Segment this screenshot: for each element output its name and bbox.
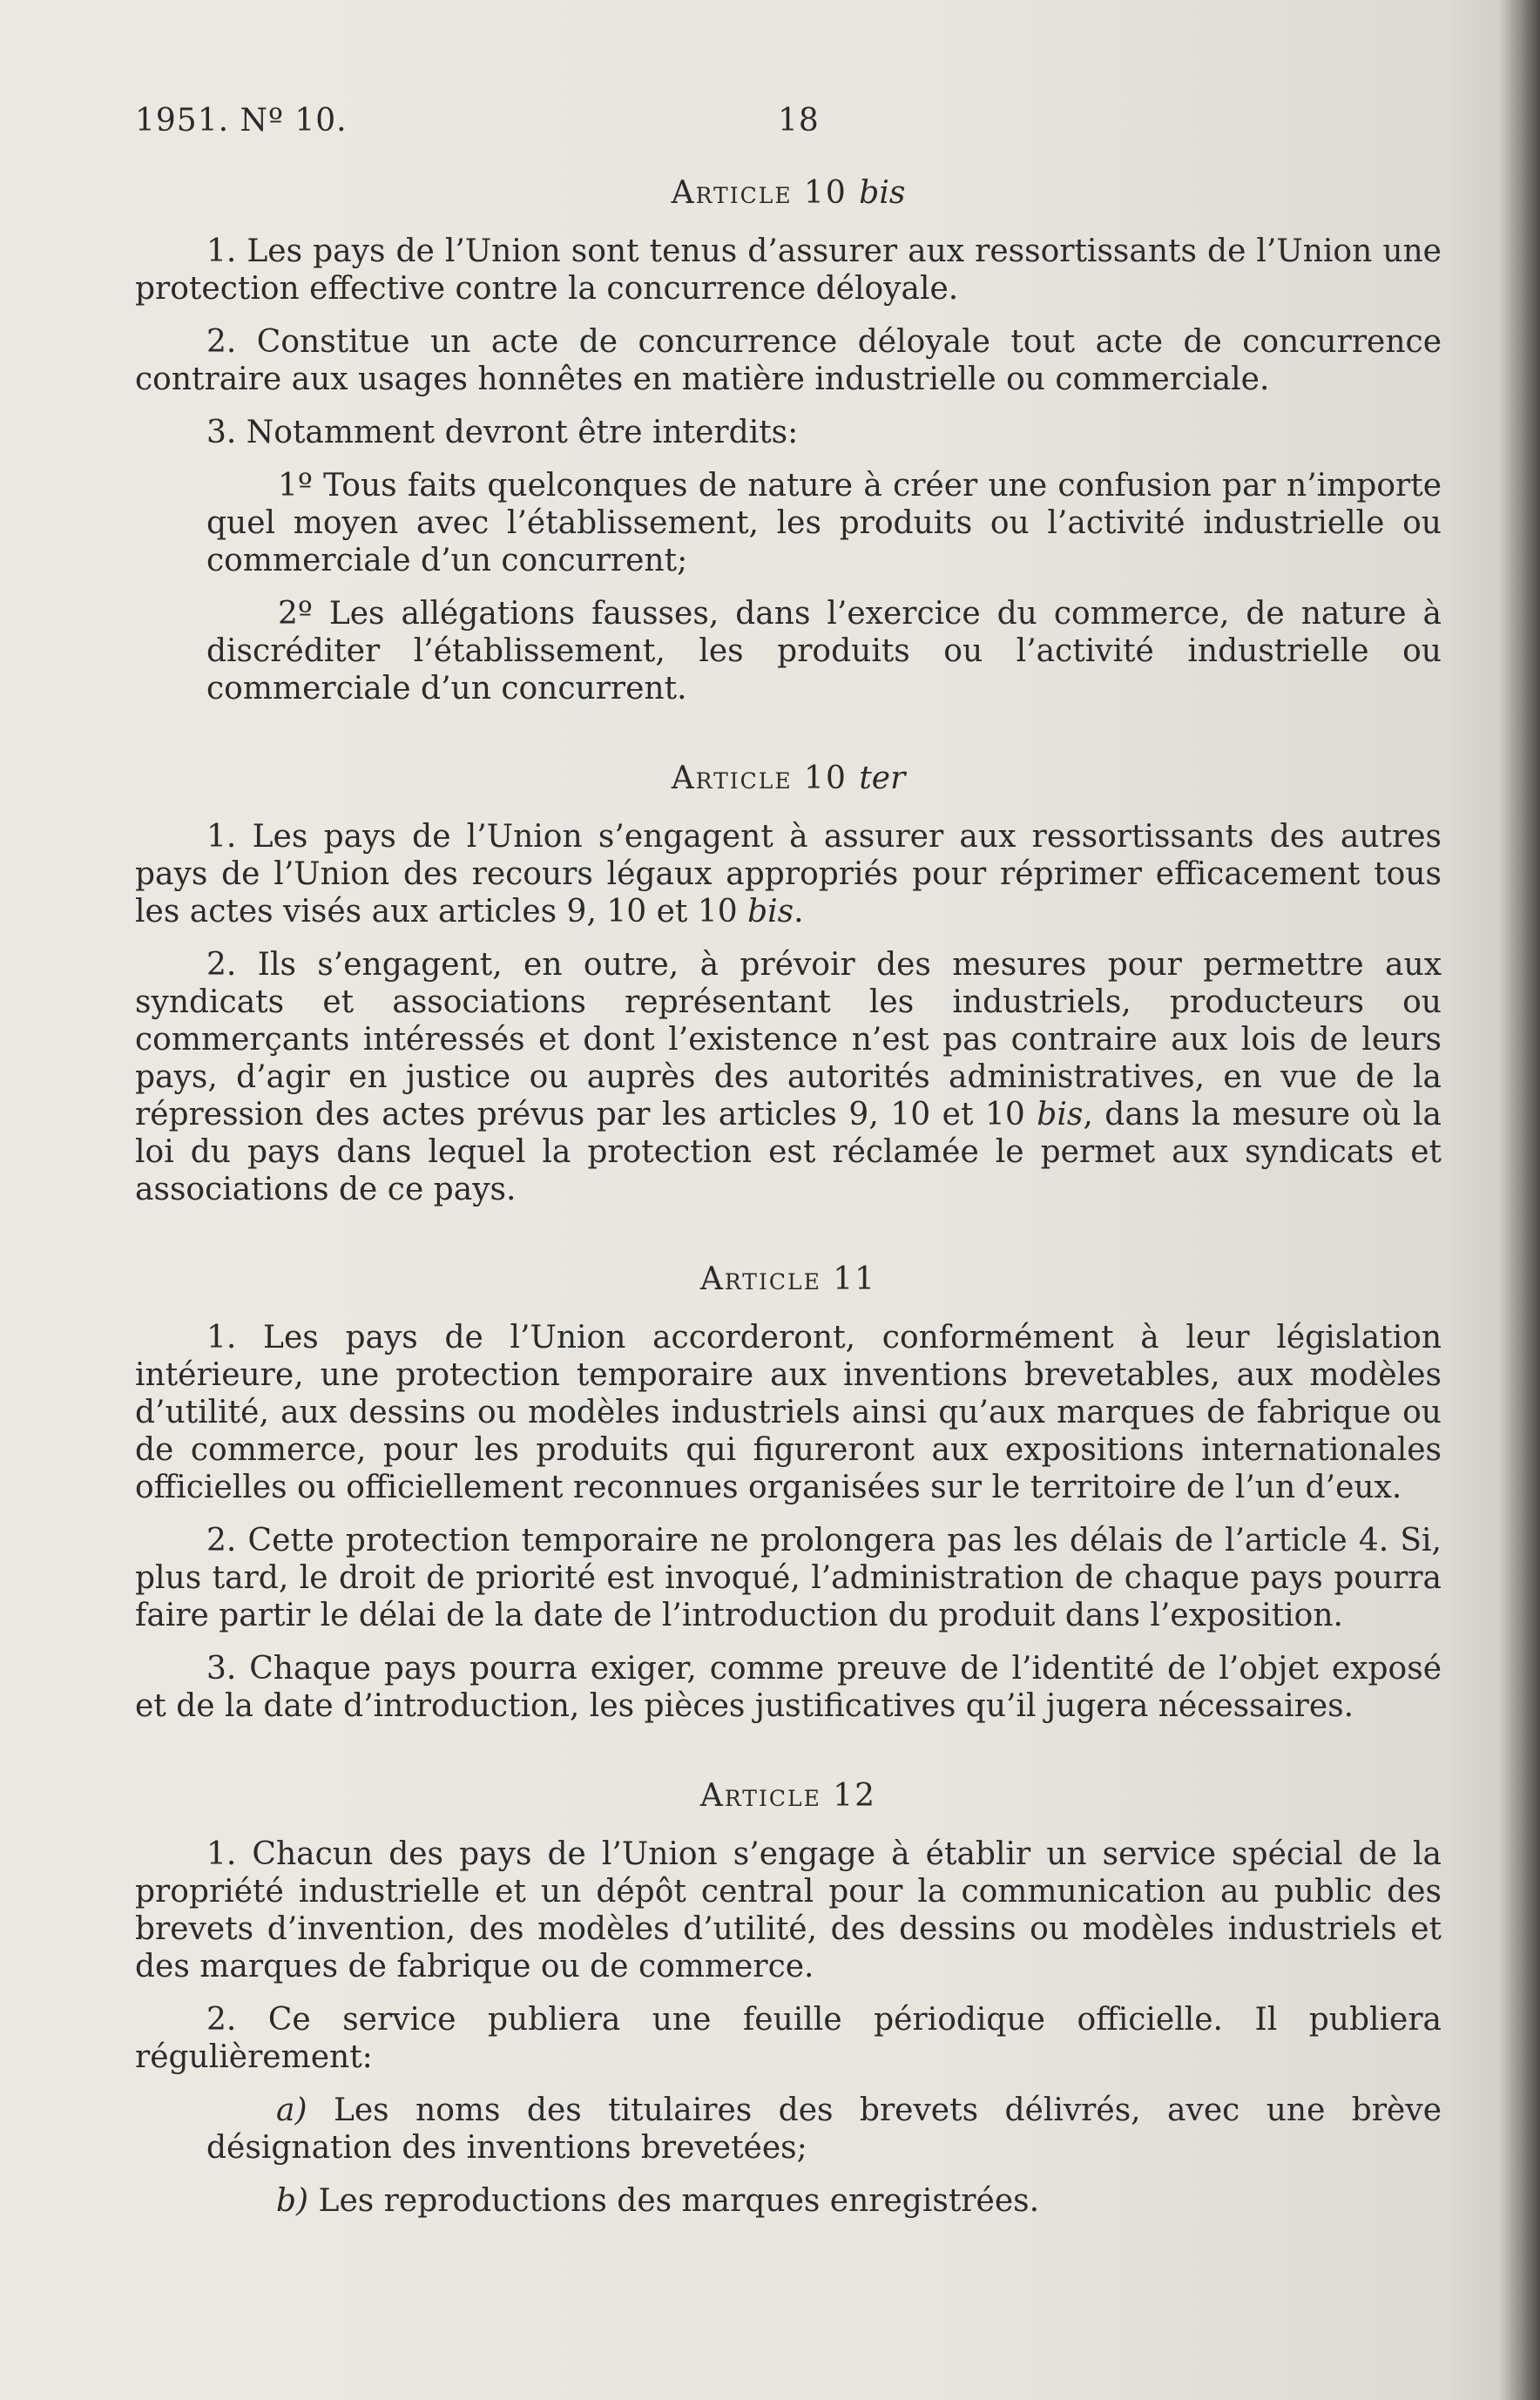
book-spine-shadow [1498,0,1540,2400]
article-10-bis-para-3: 3. Notamment devront être interdits: [206,415,799,450]
article-11-para-1: 1. Les pays de l’Union accorderont, conformément à leur législation intérieure, une protection temporaire aux inventions brevetables, aux modèles d’utilité, aux dessins ou modèles industriels ainsi qu’aux marques de fabrique ou de commerce, pour les produits qui figureront aux expositions internationales officielles ou officiellement reconnues organisées sur le territoire de l’un d’eux. [135,1320,1442,1505]
document-body [135,174,1442,2235]
article-11-para-2: 2. Cette protection temporaire ne prolongera pas les délais de l’article 4. Si, plus tard, le droit de priorité est invoqué, l’administration de chaque pays pourra faire partir le délai de la date de l’introduction du produit dans l’exposition. [135,1523,1442,1633]
article-10-ter-para-2: 2. Ils s’engagent, en outre, à prévoir des mesures pour permettre aux syndicats et associations représentant les industriels, producteurs ou commerçants intéressés et dont l’existence n’est pas contraire aux lois de leurs pays, d’agir en justice ou auprès des autorités administratives, en vue de la répression des actes prévus par les articles 9, 10 et 10 bis, dans la mesure où la loi du pays dans lequel la protection est réclamée le permet aux syndicats et associations de ce pays. [135,947,1442,1207]
page-number: 18 [778,103,820,139]
article-10-ter-para-1: 1. Les pays de l’Union s’engagent à assurer aux ressortissants des autres pays de l’Union des recours légaux appropriés pour réprimer efficacement tous les actes visés aux articles 9, 10 et 10 bis. [135,819,1442,930]
article-10-bis-para-1: 1. Les pays de l’Union sont tenus d’assurer aux ressortissants de l’Union une protection effective contre la concurrence déloyale. [135,233,1442,307]
article-12-item-a: a) Les noms des titulaires des brevets délivrés, avec une brève désignation des inventions brevetées; [206,2092,1442,2166]
page-header [135,103,1435,146]
article-12-heading: Article 12 [699,1778,877,1814]
article-10-bis-item-1: 1º Tous faits quelconques de nature à créer une confusion par n’importe quel moyen avec l’établissement, les produits ou l’activité industrielle ou commerciale d’un concurrent; [206,468,1442,578]
article-10-bis-heading: Article 10 bis [671,175,906,211]
running-title: 1951. Nº 10. [135,103,348,139]
article-11-para-3: 3. Chaque pays pourra exiger, comme preuve de l’identité de l’objet exposé et de la date d’introduction, les pièces justificatives qu’il jugera nécessaires. [135,1651,1442,1724]
article-11-heading: Article 11 [699,1261,877,1297]
article-12-item-b: b) Les reproductions des marques enregistrées. [276,2183,1040,2219]
article-10-bis-para-2: 2. Constitue un acte de concurrence déloyale tout acte de concurrence contraire aux usages honnêtes en matière industrielle ou commerciale. [135,324,1442,397]
article-12-para-2: 2. Ce service publiera une feuille périodique officielle. Il publiera régulièrement: [135,2002,1442,2075]
article-10-bis-item-2: 2º Les allégations fausses, dans l’exercice du commerce, de nature à discréditer l’établissement, les produits ou l’activité industrielle ou commerciale d’un concurrent. [206,596,1442,706]
article-10-ter-heading: Article 10 ter [671,761,906,796]
article-12-para-1: 1. Chacun des pays de l’Union s’engage à établir un service spécial de la propriété industrielle et un dépôt central pour la communication au public des brevets d’invention, des modèles d’utilité, des dessins ou modèles industriels et des marques de fabrique ou de commerce. [135,1836,1442,1984]
